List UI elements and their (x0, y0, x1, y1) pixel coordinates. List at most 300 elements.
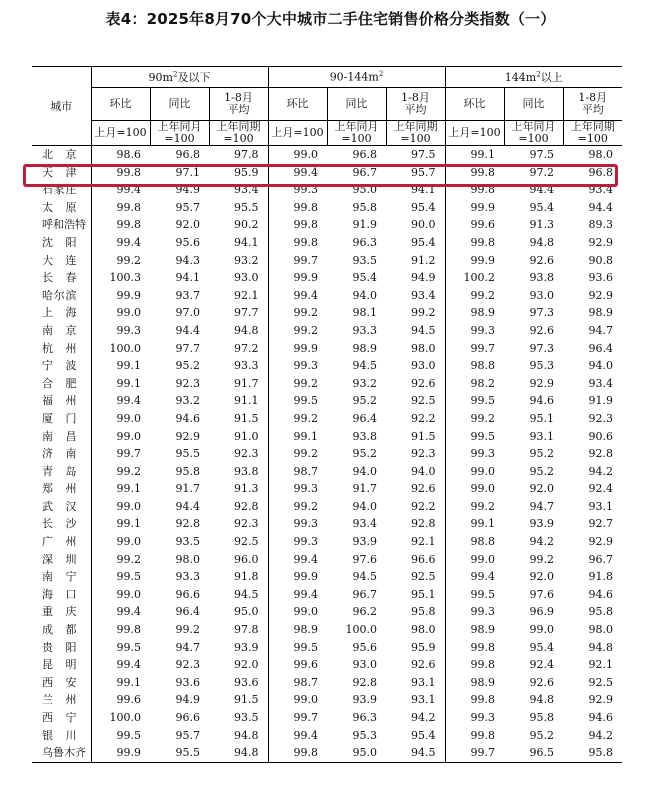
index-value: 93.5 (352, 253, 377, 267)
index-value: 93.5 (175, 535, 200, 549)
index-value: 93.6 (175, 675, 200, 689)
index-value: 95.2 (529, 447, 554, 461)
index-value: 90.6 (588, 429, 613, 443)
header-sub-row (32, 88, 622, 121)
table-row (32, 603, 622, 621)
index-value: 92.9 (588, 235, 613, 249)
index-value: 97.2 (234, 341, 259, 355)
table-row (32, 375, 622, 393)
index-value: 94.2 (588, 728, 613, 742)
index-value: 96.0 (234, 552, 259, 566)
table-row (32, 199, 622, 217)
index-value: 99.5 (445, 392, 504, 410)
index-value: 92.2 (411, 411, 436, 425)
index-value: 95.7 (175, 728, 200, 742)
city-name: 合肥 (42, 376, 77, 390)
table-row (32, 428, 622, 446)
index-value: 92.6 (529, 323, 554, 337)
index-value: 92.1 (234, 288, 259, 302)
index-value: 99.5 (445, 428, 504, 446)
table-row (32, 533, 622, 551)
index-value: 99.2 (268, 498, 327, 516)
index-value: 99.5 (91, 568, 150, 586)
index-value: 100.2 (445, 269, 504, 287)
index-value: 99.4 (91, 392, 150, 410)
index-value: 93.9 (234, 640, 259, 654)
index-value: 96.7 (352, 165, 377, 179)
index-value: 94.9 (175, 183, 200, 197)
index-value: 99.4 (91, 181, 150, 199)
table-row (32, 691, 622, 709)
table-row (32, 164, 622, 182)
city-name: 北京 (42, 148, 77, 161)
index-value: 91.5 (411, 429, 436, 443)
index-value: 96.5 (504, 744, 563, 762)
index-value: 93.4 (352, 517, 377, 531)
index-value: 95.5 (150, 744, 209, 762)
index-value: 92.0 (529, 482, 554, 496)
index-value: 93.9 (529, 517, 554, 531)
index-value: 99.7 (445, 340, 504, 358)
index-value: 90.0 (411, 218, 436, 232)
index-value: 99.4 (268, 586, 327, 604)
index-value: 94.0 (588, 359, 613, 373)
index-value: 99.3 (445, 603, 504, 621)
index-value: 99.5 (91, 727, 150, 745)
subheader-yoy: 同比 (504, 88, 563, 121)
index-value: 94.5 (386, 744, 445, 762)
subheader-avg: 1-8月 平均 (386, 88, 445, 121)
index-value: 93.3 (175, 570, 200, 584)
index-value: 97.6 (529, 587, 554, 601)
city-name: 宁波 (42, 359, 77, 373)
index-value: 93.4 (588, 183, 613, 197)
table-row (32, 445, 622, 463)
index-value: 95.3 (352, 728, 377, 742)
table-row (32, 392, 622, 410)
index-value: 96.3 (352, 711, 377, 724)
index-value: 98.9 (268, 621, 327, 639)
index-value: 100.3 (91, 269, 150, 287)
index-value: 99.1 (91, 480, 150, 498)
city-name: 广州 (42, 535, 77, 549)
city-name: 上海 (42, 306, 77, 320)
index-value: 91.9 (352, 218, 377, 232)
table-row (32, 146, 622, 164)
index-value: 99.4 (268, 164, 327, 182)
index-value: 99.3 (268, 181, 327, 199)
index-value: 99.6 (445, 216, 504, 234)
index-value: 94.2 (529, 535, 554, 549)
index-value: 99.8 (445, 691, 504, 709)
index-value: 93.9 (352, 535, 377, 549)
city-name: 武汉 (42, 499, 77, 513)
base-header-avg: 上年同期 =100 (563, 121, 622, 146)
index-value: 98.9 (352, 341, 377, 355)
index-value: 98.9 (445, 674, 504, 692)
index-value: 99.1 (445, 146, 504, 164)
index-value: 95.0 (352, 183, 377, 197)
index-value: 94.1 (411, 183, 436, 197)
index-value: 93.2 (234, 253, 259, 267)
index-value: 92.5 (411, 394, 436, 408)
base-header-yoy: 上年同月 =100 (327, 121, 386, 146)
city-name: 西安 (42, 675, 77, 689)
index-value: 94.8 (588, 640, 613, 654)
index-value: 95.9 (234, 165, 259, 179)
index-value: 99.4 (91, 234, 150, 252)
index-value: 99.0 (445, 551, 504, 569)
index-value: 100.0 (345, 623, 377, 637)
index-value: 90.2 (234, 218, 259, 232)
city-name: 深圳 (42, 552, 77, 566)
index-value: 94.4 (175, 499, 200, 513)
index-value: 94.9 (411, 271, 436, 285)
index-value: 92.9 (588, 288, 613, 302)
index-value: 97.3 (529, 341, 554, 355)
index-value: 94.8 (234, 323, 259, 337)
index-value: 99.0 (91, 410, 150, 428)
index-value: 94.5 (234, 587, 259, 601)
subheader-yoy: 同比 (327, 88, 386, 121)
index-value: 99.3 (445, 322, 504, 340)
index-value: 98.0 (175, 552, 200, 566)
index-value: 94.0 (352, 288, 377, 302)
index-value: 93.0 (234, 271, 259, 285)
index-value: 96.6 (411, 552, 436, 566)
index-value: 93.0 (411, 359, 436, 373)
city-name: 贵阳 (42, 640, 77, 654)
base-header-mom: 上月=100 (268, 121, 327, 146)
city-name: 重庆 (42, 605, 77, 619)
index-value: 91.7 (234, 376, 259, 390)
index-value: 96.4 (588, 341, 613, 355)
index-value: 92.1 (411, 535, 436, 549)
index-value: 99.7 (445, 744, 504, 762)
index-value: 94.6 (175, 411, 200, 425)
city-name: 大连 (42, 253, 77, 267)
table-row (32, 656, 622, 674)
index-value: 99.2 (445, 498, 504, 516)
index-value: 95.8 (352, 200, 377, 214)
index-value: 95.8 (588, 605, 613, 619)
index-value: 92.9 (529, 376, 554, 390)
base-header-avg: 上年同期 =100 (209, 121, 268, 146)
index-value: 94.7 (175, 640, 200, 654)
index-value: 94.4 (588, 200, 613, 214)
city-name: 石家庄 (42, 183, 77, 197)
index-value: 91.7 (352, 482, 377, 496)
index-value: 96.2 (352, 605, 377, 619)
index-value: 99.2 (529, 552, 554, 566)
index-value: 94.8 (234, 728, 259, 742)
index-value: 94.8 (209, 744, 268, 762)
index-value: 99.8 (268, 744, 327, 762)
index-value: 97.5 (411, 148, 436, 161)
table-row (32, 322, 622, 340)
table-row (32, 269, 622, 287)
index-value: 98.2 (445, 375, 504, 393)
index-value: 99.4 (268, 551, 327, 569)
index-value: 99.2 (268, 375, 327, 393)
base-header-mom: 上月=100 (91, 121, 150, 146)
city-name: 南京 (42, 323, 77, 337)
table-row (32, 515, 622, 533)
index-value: 92.8 (175, 517, 200, 531)
index-value: 99.4 (268, 727, 327, 745)
index-value: 95.8 (563, 744, 622, 762)
index-value: 99.0 (268, 691, 327, 709)
index-value: 92.3 (234, 447, 259, 461)
subheader-mom: 环比 (91, 88, 150, 121)
index-value: 99.3 (445, 445, 504, 463)
index-value: 99.2 (268, 304, 327, 322)
city-name: 南宁 (42, 570, 77, 584)
index-value: 100.0 (91, 709, 150, 727)
index-value: 99.8 (268, 234, 327, 252)
index-value: 94.8 (529, 235, 554, 249)
index-value: 99.0 (268, 146, 327, 164)
index-value: 95.2 (175, 359, 200, 373)
base-header-yoy: 上年同月 =100 (150, 121, 209, 146)
index-value: 98.0 (588, 623, 613, 637)
index-value: 95.8 (529, 711, 554, 724)
city-name: 呼和浩特 (42, 218, 86, 232)
index-value: 93.2 (175, 394, 200, 408)
index-value: 92.3 (175, 376, 200, 390)
index-value: 99.3 (445, 709, 504, 727)
index-value: 97.1 (175, 165, 200, 179)
index-value: 92.4 (529, 658, 554, 672)
table-row (32, 498, 622, 516)
index-value: 93.4 (588, 376, 613, 390)
index-value: 96.3 (352, 235, 377, 249)
index-value: 93.4 (234, 183, 259, 197)
index-value: 99.2 (175, 623, 200, 637)
index-value: 94.1 (234, 235, 259, 249)
index-value: 92.8 (588, 447, 613, 461)
index-value: 99.9 (268, 568, 327, 586)
index-value: 92.3 (588, 411, 613, 425)
table-row (32, 639, 622, 657)
index-value: 99.5 (268, 392, 327, 410)
city-name: 厦门 (42, 411, 77, 425)
table-row (32, 551, 622, 569)
index-value: 99.8 (91, 621, 150, 639)
index-value: 95.4 (529, 200, 554, 214)
index-value: 94.6 (588, 711, 613, 724)
index-value: 99.2 (445, 410, 504, 428)
index-value: 96.7 (588, 552, 613, 566)
index-value: 97.5 (529, 148, 554, 161)
index-value: 99.0 (445, 480, 504, 498)
table-row (32, 357, 622, 375)
table-row (32, 621, 622, 639)
index-value: 98.8 (445, 533, 504, 551)
index-value: 95.6 (352, 640, 377, 654)
city-name: 青岛 (42, 464, 77, 478)
group-header-medium: $90-144m^2$ (268, 67, 445, 88)
index-value: 94.9 (175, 693, 200, 707)
index-value: 98.9 (445, 304, 504, 322)
index-value: 95.9 (411, 640, 436, 654)
index-value: 95.4 (352, 271, 377, 285)
city-name: 济南 (42, 447, 77, 461)
table-row (32, 480, 622, 498)
index-value: 98.7 (268, 674, 327, 692)
table-row (32, 181, 622, 199)
index-value: 92.7 (588, 517, 613, 531)
index-value: 93.2 (352, 376, 377, 390)
index-value: 100.0 (91, 340, 150, 358)
city-name: 杭州 (42, 341, 77, 355)
index-value: 94.4 (175, 323, 200, 337)
index-value: 92.9 (175, 429, 200, 443)
index-value: 94.4 (529, 183, 554, 197)
index-value: 98.0 (411, 623, 436, 637)
index-value: 93.3 (352, 323, 377, 337)
index-value: 95.1 (529, 411, 554, 425)
index-value: 91.8 (588, 570, 613, 584)
index-value: 95.2 (352, 394, 377, 408)
base-header-mom: 上月=100 (445, 121, 504, 146)
index-value: 99.5 (91, 639, 150, 657)
index-value: 94.5 (411, 323, 436, 337)
index-value: 96.4 (175, 605, 200, 619)
index-value: 91.0 (234, 429, 259, 443)
index-value: 94.7 (588, 323, 613, 337)
index-value: 98.7 (268, 463, 327, 481)
index-value: 98.9 (445, 621, 504, 639)
index-value: 96.9 (529, 605, 554, 619)
index-value: 99.0 (91, 498, 150, 516)
index-value: 92.6 (529, 253, 554, 267)
index-value: 99.8 (445, 727, 504, 745)
index-value: 96.8 (175, 148, 200, 161)
header-group-row (32, 67, 622, 88)
index-value: 94.3 (175, 253, 200, 267)
base-header-yoy: 上年同月 =100 (504, 121, 563, 146)
index-value: 93.6 (234, 675, 259, 689)
table-row (32, 674, 622, 692)
index-value: 95.1 (411, 587, 436, 601)
index-value: 99.2 (91, 252, 150, 270)
index-value: 99.1 (91, 674, 150, 692)
index-value: 94.8 (529, 693, 554, 707)
index-value: 97.0 (175, 306, 200, 320)
index-value: 92.8 (234, 499, 259, 513)
subheader-avg: 1-8月 平均 (563, 88, 622, 121)
index-value: 95.5 (175, 447, 200, 461)
index-value: 93.1 (529, 429, 554, 443)
index-value: 93.0 (529, 288, 554, 302)
index-value: 99.8 (268, 199, 327, 217)
index-value: 93.8 (352, 429, 377, 443)
index-value: 99.1 (445, 515, 504, 533)
index-value: 92.3 (175, 658, 200, 672)
group-header-small: $90m^2$及以下 (91, 67, 268, 88)
index-value: 92.5 (234, 535, 259, 549)
city-name: 郑州 (42, 482, 77, 496)
city-header: 城市 (32, 67, 91, 146)
index-value: 99.8 (445, 164, 504, 182)
index-value: 94.0 (352, 464, 377, 478)
city-name: 南昌 (42, 429, 77, 443)
table-body (32, 146, 622, 763)
index-value: 90.8 (588, 253, 613, 267)
table-row (32, 252, 622, 270)
index-value: 92.0 (175, 218, 200, 232)
index-value: 91.7 (175, 482, 200, 496)
city-name: 银川 (42, 728, 77, 742)
index-value: 92.3 (411, 447, 436, 461)
index-value: 99.3 (268, 533, 327, 551)
index-value: 92.6 (529, 675, 554, 689)
index-value: 99.8 (445, 656, 504, 674)
index-value: 98.1 (352, 306, 377, 320)
index-value: 93.1 (411, 693, 436, 707)
subheader-avg: 1-8月 平均 (209, 88, 268, 121)
index-value: 99.2 (268, 410, 327, 428)
table-row (32, 340, 622, 358)
subheader-mom: 环比 (445, 88, 504, 121)
index-value: 95.8 (411, 605, 436, 619)
index-value: 99.9 (268, 269, 327, 287)
index-value: 93.7 (175, 288, 200, 302)
index-value: 97.6 (352, 552, 377, 566)
index-value: 97.3 (529, 306, 554, 320)
index-value: 96.6 (175, 711, 200, 724)
index-value: 99.2 (91, 463, 150, 481)
index-value: 91.3 (234, 482, 259, 496)
index-value: 92.4 (588, 482, 613, 496)
index-value: 96.6 (175, 587, 200, 601)
index-value: 92.0 (529, 570, 554, 584)
index-value: 99.9 (91, 744, 150, 762)
table-row (32, 709, 622, 727)
index-value: 91.2 (411, 253, 436, 267)
index-value: 97.7 (234, 306, 259, 320)
index-value: 99.2 (91, 551, 150, 569)
index-value: 95.5 (234, 200, 259, 214)
index-value: 92.6 (411, 658, 436, 672)
index-value: 93.8 (234, 464, 259, 478)
index-value: 91.5 (234, 411, 259, 425)
index-value: 95.2 (529, 728, 554, 742)
city-name: 兰州 (42, 693, 77, 707)
index-value: 97.8 (234, 148, 259, 161)
table-row (32, 216, 622, 234)
price-index-table (32, 66, 622, 763)
index-value: 94.1 (175, 271, 200, 285)
index-value: 99.9 (445, 252, 504, 270)
index-value: 92.5 (411, 570, 436, 584)
index-value: 99.6 (91, 691, 150, 709)
index-value: 98.9 (588, 306, 613, 320)
index-value: 91.3 (529, 218, 554, 232)
index-value: 99.3 (91, 322, 150, 340)
index-value: 98.0 (588, 148, 613, 161)
index-value: 92.6 (411, 482, 436, 496)
table-row (32, 304, 622, 322)
index-value: 99.8 (268, 216, 327, 234)
index-value: 99.9 (91, 287, 150, 305)
index-value: 99.0 (91, 533, 150, 551)
index-value: 98.0 (411, 341, 436, 355)
index-value: 95.6 (175, 235, 200, 249)
index-value: 99.2 (411, 306, 436, 320)
index-value: 99.8 (445, 639, 504, 657)
